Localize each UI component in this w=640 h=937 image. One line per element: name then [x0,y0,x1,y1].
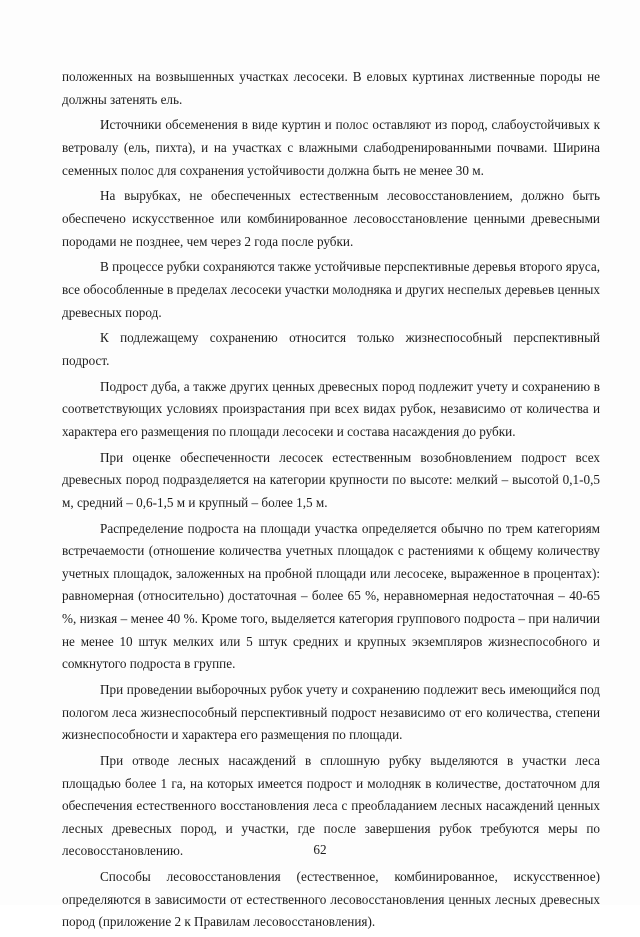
paragraph-reforestation-methods: Способы лесовосстановления (естественное, комбинированное, искусственное) определяются в зависимости от естественного лесовосстановления ценных лесных древесных пород (приложение 2 к Правилам лесовосстановления). [62,869,600,930]
paragraph-continuation: положенных на возвышенных участках лесосеки. В еловых куртинах лиственные породы не должны затенять ель. [62,69,600,107]
paragraph-selective-cutting: При проведении выборочных рубок учету и сохранению подлежит весь имеющийся под пологом леса жизнеспособный перспективный подрост независимо от его количества, степени жизнеспособности и характера его размещения по площади. [62,681,600,743]
paragraph-distribution-categories: Распределение подроста на площади участка определяется обычно по трем категориям встречаемости (отношение количества учетных площадок с растениями к общему количеству учетных площадок, заложенных на пробной площади или лесосеке, выраженное в процентах): равномерная (относительно) достаточная – более 65 %, неравномерная недостаточная – 40-65 %, низкая – менее 40 %. Кроме того, выделяется категория группового подроста – при наличии не менее 10 штук мелких или 5 штук средних и крупных экземпляров жизнеспособного и сомкнутого подроста в группе. [62,520,600,672]
paragraph-second-tier-trees: В процессе рубки сохраняются также устойчивые перспективные деревья второго яруса, все обособленные в пределах лесосеки участки молодняка и других неспелых деревьев ценных древесных пород. [62,259,600,320]
paragraph-clear-cutting-allotment: При отводе лесных насаждений в сплошную рубку выделяются в участки леса площадью более 1 га, на которых имеется подрост и молодняк в количестве, достаточном для обеспечения естественного восстановления леса с преобладанием лесных насаждений ценных лесных древесных пород, и участки, где после завершения рубок требуются меры по лесовосстановлению. [62,752,600,859]
document-body [62,66,600,937]
paragraph-oak-undergrowth: Подрост дуба, а также других ценных древесных пород подлежит учету и сохранению в соответствующих условиях произрастания при всех видах рубок, независимо от количества и характера его размещения по площади лесосеки и состава насаждения до рубки. [62,378,600,439]
paragraph-seed-sources: Источники обсеменения в виде куртин и полос оставляют из пород, слабоустойчивых к ветровалу (ель, пихта), и на участках с влажными слабодренированными почвами. Ширина семенных полос для сохранения устойчивости должна быть не менее 30 м. [62,117,600,178]
paragraph-artificial-reforestation: На вырубках, не обеспеченных естественным лесовосстановлением, должно быть обеспечено искусственное или комбинированное лесовосстановление ценными древесными породами не позднее, чем через 2 года после рубки. [62,188,600,249]
paragraph-size-categories: При оценке обеспеченности лесосек естественным возобновлением подрост всех древесных пород подразделяется на категории крупности по высоте: мелкий – высотой 0,1-0,5 м, средний – 0,6-1,5 м и крупный – более 1,5 м. [62,449,600,510]
paragraph-viable-undergrowth: К подлежащему сохранению относится только жизнеспособный перспективный подрост. [62,330,600,368]
page-number: 62 [313,842,327,857]
